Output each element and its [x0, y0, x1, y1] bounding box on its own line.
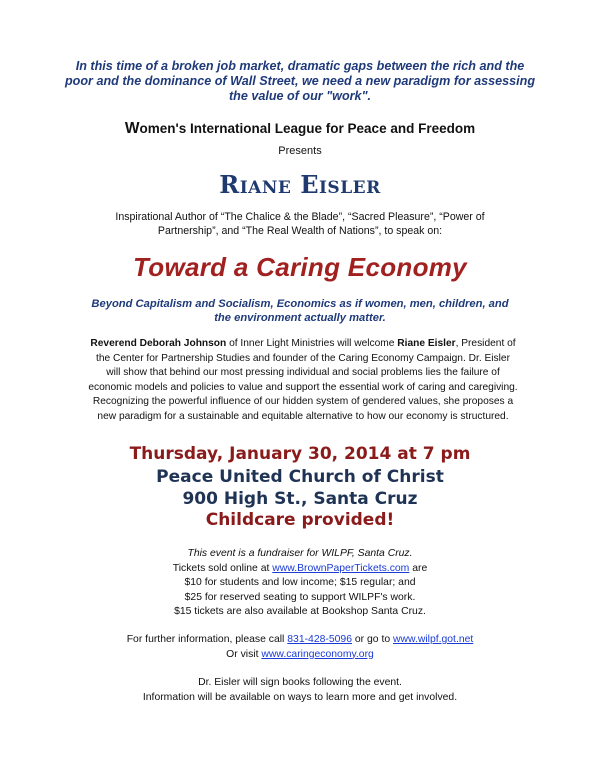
presents-label: Presents [278, 145, 322, 157]
speaker-name: Riane Eisler [219, 170, 381, 199]
online-prefix: Tickets sold online at [172, 562, 273, 574]
contact-line [70, 633, 530, 648]
fundraiser-note: This event is a fundraiser for WILPF, Santa Cruz. [187, 548, 413, 559]
venue-address: 900 High St., Santa Cruz [182, 489, 418, 509]
contact-info [70, 633, 530, 662]
closing-notes [70, 676, 530, 705]
description-paragraph [88, 337, 518, 425]
online-tickets-line [120, 562, 480, 577]
wilpf-link[interactable]: www.wilpf.got.net [393, 634, 474, 645]
prices-line-1: $10 for students and low income; $15 regular; and [184, 577, 416, 589]
org-first-letter: W [124, 120, 140, 137]
ticket-info [120, 547, 480, 620]
event-title: Toward a Caring Economy [133, 252, 467, 282]
host-name: Reverend Deborah Johnson [90, 338, 227, 349]
event-subtitle: Beyond Capitalism and Socialism, Economics as if women, men, children, and the environment actually matter. [91, 298, 509, 324]
organization-name [0, 120, 600, 138]
involvement-note: Information will be available on ways to learn more and get involved. [142, 691, 458, 703]
contact-prefix: For further information, please call [126, 634, 288, 645]
description-part-2: , President of the Center for Partnership Studies and founder of the Caring Economy Campaign. Dr. Eisler will show that behind our most pressing individual and social problems lies the failure of economic models and policies to value and support the essential work of caring and caregiving. Recognizing the powerful influence of our hidden system of gendered values, she proposes a new paradigm for a sustainable and equitable alternative to how our economy is structured. [88, 338, 518, 422]
book-signing-note: Dr. Eisler will sign books following the event. [198, 677, 402, 688]
prices-line-2: $25 for reserved seating to support WILPF's work. [184, 591, 416, 603]
event-date: Thursday, January 30, 2014 at 7 pm [129, 444, 471, 464]
venue-block [0, 466, 600, 510]
speaker-name-inline: Riane Eisler [397, 338, 456, 349]
brownpapertickets-link[interactable]: www.BrownPaperTickets.com [272, 562, 410, 574]
contact-middle: or go to [351, 634, 393, 645]
intro-statement: In this time of a broken job market, dramatic gaps between the rich and the poor and the dominance of Wall Street, we need a new paradigm for assessing the value of our "work". [64, 59, 536, 103]
visit-prefix: Or visit [226, 648, 262, 660]
visit-line [70, 648, 530, 663]
phone-link[interactable]: 831-428-5096 [287, 634, 352, 645]
bookshop-line: $15 tickets are also available at Bookshop Santa Cruz. [174, 606, 426, 618]
org-name-rest: omen's International League for Peace and Freedom [139, 121, 476, 136]
caringeconomy-link[interactable]: www.caringeconomy.org [261, 648, 374, 660]
venue-name: Peace United Church of Christ [156, 467, 444, 487]
description-part-1: of Inner Light Ministries will welcome [226, 338, 398, 349]
online-suffix: are [409, 562, 428, 574]
childcare-notice: Childcare provided! [205, 510, 395, 530]
speaker-credentials: Inspirational Author of “The Chalice & the Blade”, “Sacred Pleasure”, “Power of Partnership”, and “The Real Wealth of Nations”, to speak on: [115, 211, 485, 237]
